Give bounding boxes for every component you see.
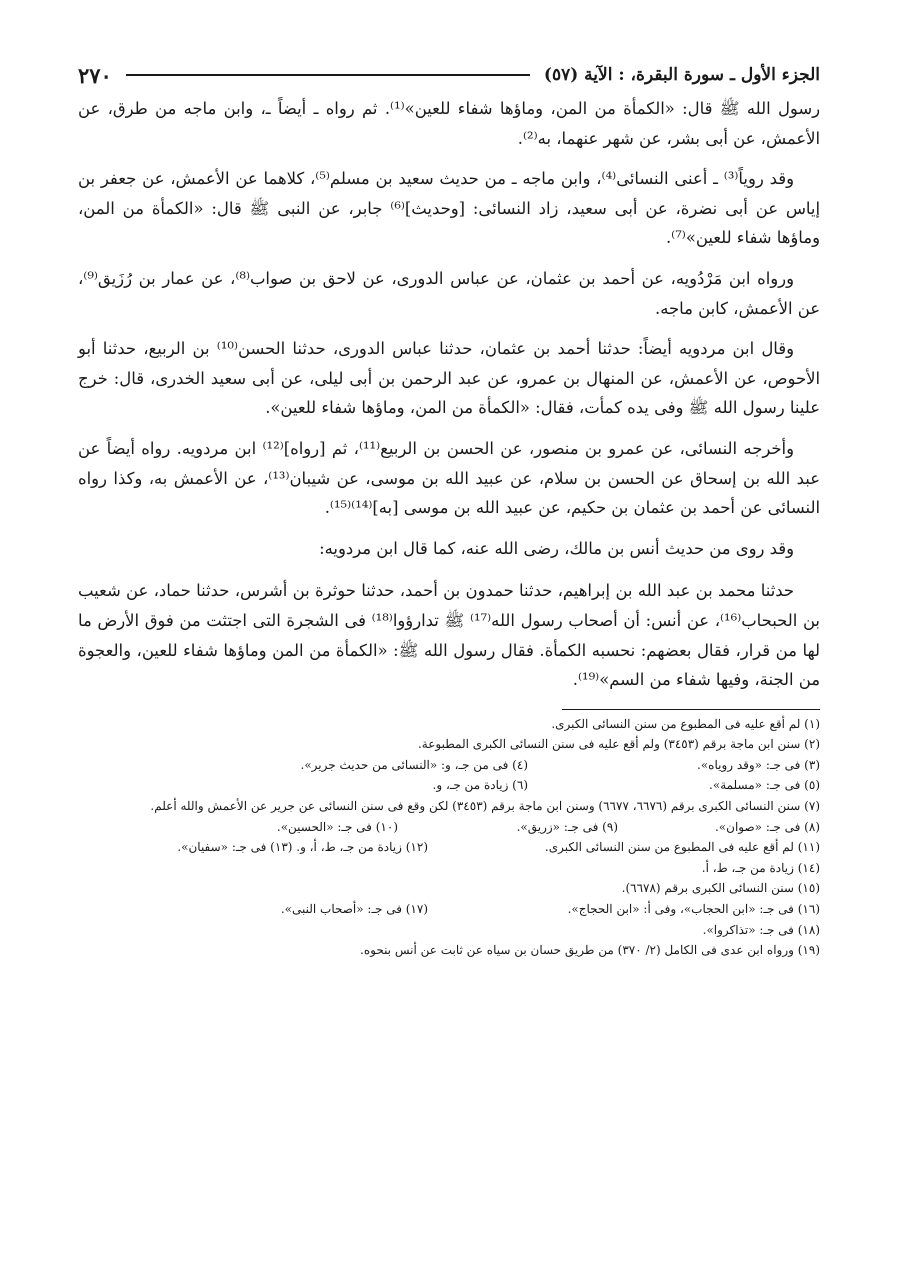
footnote: (١٩) ورواه ابن عدى فى الكامل (٢/ ٣٧٠) من طريق حسان بن سياه عن ثابت عن أنس بنحوه. bbox=[360, 943, 820, 958]
footnote: (١٧) فى جـ: «أصحاب النبى». bbox=[280, 902, 428, 917]
running-title: الجزء الأول ـ سورة البقرة، : الآية (٥٧) bbox=[543, 65, 820, 85]
footnote: (١٦) فى جـ: «ابن الحجاب»، وفى أ: «ابن الحجاج». bbox=[567, 902, 820, 917]
paragraph: حدثنا محمد بن عبد الله بن إبراهيم، حدثنا حمدون بن أحمد، حدثنا حوثرة بن أشرس، حدثنا حماد، عن شعيب بن الحبحاب⁽¹⁶⁾، عن أنس: أن أصحاب رسول الله⁽¹⁷⁾ ﷺ تدارؤوا⁽¹⁸⁾ فى الشجرة التى اجتثت من فوق الأرض ما لها من قرار، فقال بعضهم: نحسبه الكمأة. فقال رسول الله ﷺ: «الكمأة من المن وماؤها شفاء للعين، والعجوة من الجنة، وفيها شفاء من السم»⁽¹⁹⁾. bbox=[78, 581, 820, 690]
footnote: (٥) فى جـ: «مسلمة». bbox=[709, 778, 820, 793]
footnote: (١٠) فى جـ: «الحسين». bbox=[276, 819, 398, 834]
paragraph: وقال ابن مردويه أيضاً: حدثنا أحمد بن عثمان، حدثنا عباس الدورى، حدثنا الحسن⁽¹⁰⁾ بن الربيع، حدثنا أبو الأحوص، عن الأعمش، عن المنهال بن عمرو، عن عبد الرحمن بن أبى ليلى، عن أبى سعيد الخدرى، قال: خرج علينا رسول الله ﷺ وفى يده كمأت، فقال: «الكمأة من المن، وماؤها شفاء للعين». bbox=[78, 339, 820, 418]
paragraph: وقد روى من حديث أنس بن مالك، رضى الله عنه، كما قال ابن مردويه: bbox=[319, 538, 794, 558]
footnote: (١٢) زيادة من جـ، ط، أ، و. (١٣) فى جـ: «سفيان». bbox=[177, 840, 428, 855]
footnote: (٧) سنن النسائى الكبرى برقم (٦٦٧٦، ٦٦٧٧) وسنن ابن ماجة برقم (٣٤٥٣) لكن وقع فى سنن النسائى عن جرير عن الأعمش والله أعلم. bbox=[150, 799, 820, 814]
main-text bbox=[78, 94, 820, 695]
footnote: (١٥) سنن النسائى الكبرى برقم (٦٦٧٨). bbox=[621, 881, 820, 896]
header-rule bbox=[126, 74, 530, 76]
footnote: (٦) زيادة من جـ، و. bbox=[432, 778, 528, 793]
paragraph: وأخرجه النسائى، عن عمرو بن منصور، عن الحسن بن الربيع⁽¹¹⁾، ثم [رواه]⁽¹²⁾ ابن مردويه. رواه أيضاً عن عبد الله بن إسحاق عن الحسن بن سلام، عن عبيد الله بن موسى، عن شيبان⁽¹³⁾، عن الأعمش به، وكذا رواه النسائى عن أحمد بن عثمان بن حكيم، عن عبيد الله بن موسى [به]⁽¹⁴⁾⁽¹⁵⁾. bbox=[78, 438, 820, 518]
footnote: (١١) لم أقع عليه فى المطبوع من سنن النسائى الكبرى. bbox=[544, 840, 820, 855]
footnote-row bbox=[78, 837, 820, 858]
page-number: ٢٧٠ bbox=[78, 62, 112, 88]
footnote: (٣) فى جـ: «وقد روياه». bbox=[697, 757, 820, 772]
footnote-row bbox=[78, 755, 820, 776]
book-page bbox=[78, 58, 820, 961]
footnote: (٨) فى جـ: «صوان». bbox=[714, 819, 820, 834]
footnote: (٩) فى جـ: «زريق». bbox=[516, 819, 618, 834]
paragraph: وقد روياً⁽³⁾ ـ أعنى النسائى⁽⁴⁾، وابن ماجه ـ من حديث سعيد بن مسلم⁽⁵⁾، كلاهما عن الأعمش، عن جعفر بن إياس عن أبى نضرة، عن أبى سعيد، زاد النسائى: [وحديث]⁽⁶⁾ جابر، عن النبى ﷺ قال: «الكمأة من المن، وماؤها شفاء للعين»⁽⁷⁾. bbox=[78, 169, 820, 248]
footnote: (١٨) فى جـ: «تذاكروا». bbox=[702, 922, 820, 937]
footnote-row bbox=[78, 899, 820, 920]
footnote: (٢) سنن ابن ماجة برقم (٣٤٥٣) ولم أقع عليه فى سنن النسائى الكبرى المطبوعة. bbox=[417, 737, 820, 752]
footnote-row bbox=[78, 775, 820, 796]
running-header bbox=[78, 58, 820, 92]
footnote: (٤) فى من جـ، و: «النسائى من حديث جرير». bbox=[300, 757, 528, 772]
paragraph: ورواه ابن مَرْدُويه، عن أحمد بن عثمان، عن عباس الدورى، عن لاحق بن صواب⁽⁸⁾، عن عمار بن رُزَيق⁽⁹⁾، عن الأعمش، كابن ماجه. bbox=[78, 268, 820, 318]
footnote-row bbox=[78, 817, 820, 838]
footnote: (١) لم أقع عليه فى المطبوع من سنن النسائى الكبرى. bbox=[551, 716, 820, 731]
footnote: (١٤) زيادة من جـ، ط، أ. bbox=[701, 860, 820, 875]
footnotes bbox=[78, 714, 820, 961]
paragraph: رسول الله ﷺ قال: «الكمأة من المن، وماؤها شفاء للعين»⁽¹⁾. ثم رواه ـ أيضاً ـ، وابن ماجه من طرق، عن الأعمش، عن أبى بشر، عن شهر عنهما، به⁽²⁾. bbox=[78, 99, 821, 148]
footnote-rule bbox=[562, 709, 820, 710]
